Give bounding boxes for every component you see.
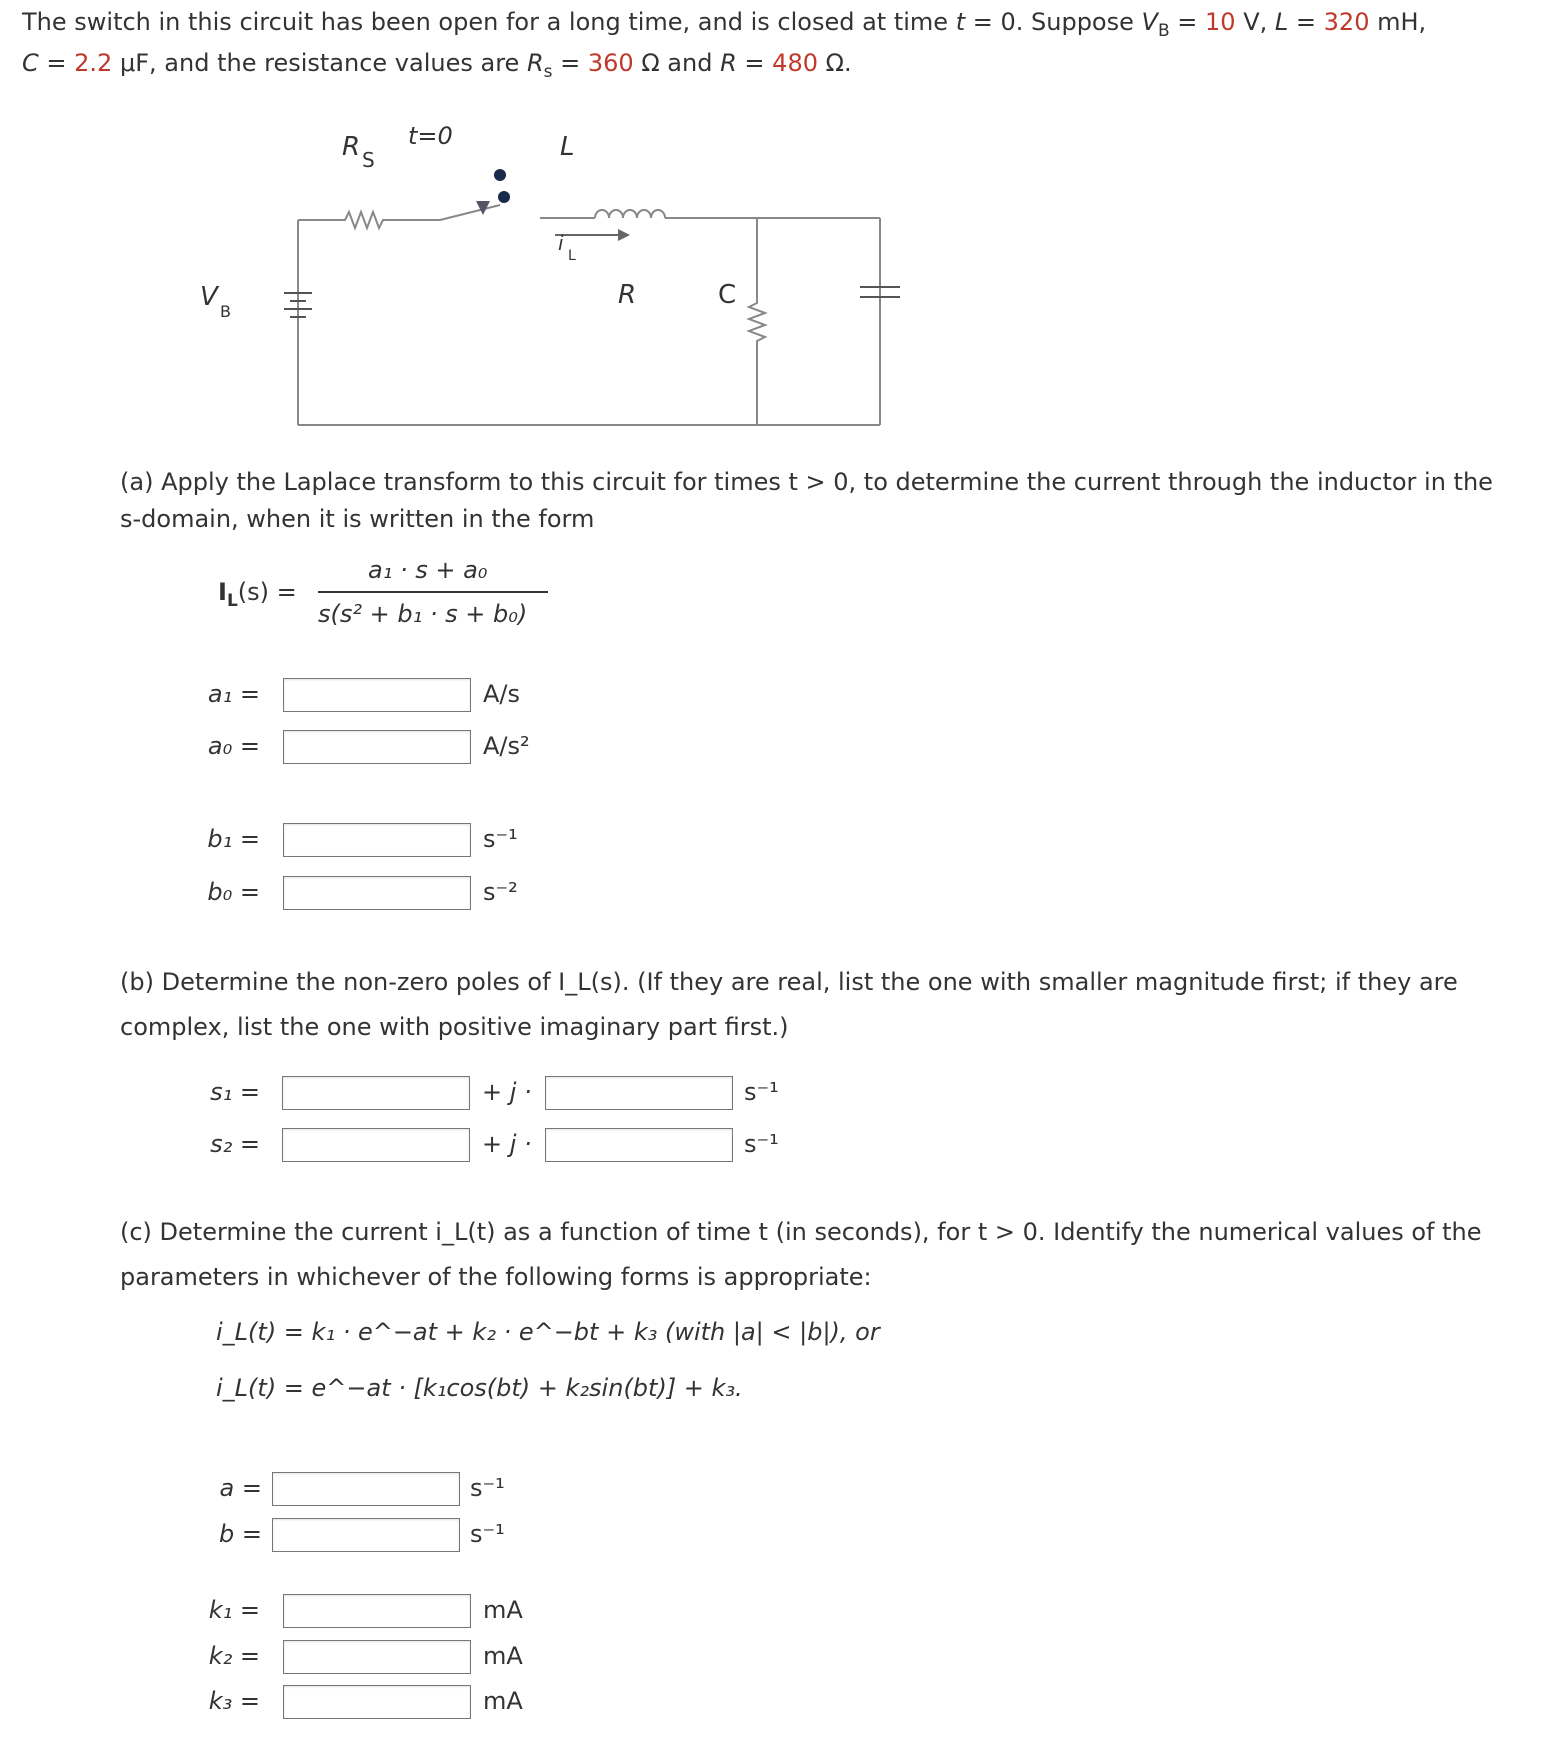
field-a1-input[interactable] [283,678,471,712]
r-label: R [618,280,637,310]
field-a0-unit: A/s² [483,732,530,760]
part-b-text-1: (b) Determine the non-zero poles of I_L(s). (If they are real, list the one with smaller magnitude first; if they are [120,968,1458,996]
switch-time-label: t=0 [408,125,453,150]
field-s2-imag-input[interactable] [545,1128,733,1162]
resistor-r [749,295,765,425]
field-a-unit: s⁻¹ [470,1474,505,1502]
intro-line-2: C = 2.2 μF, and the resistance values are $R_s = 360$ Ω and R = 480 Ω. [22,49,852,82]
intro-line-1: The switch in this circuit has been open for a long time, and is closed at time t = 0. Suppose $V_B = 10$ V, L = 320 mH, [22,8,1427,41]
part-c-text-2: parameters in whichever of the following forms is appropriate: [120,1263,872,1291]
field-s1-label: s₁ = [210,1078,260,1106]
part-a-text-2: s-domain, when it is written in the form [120,505,595,533]
field-a0-label: a₀ = [207,732,260,760]
field-b0-unit: s⁻² [483,878,518,906]
r-value: 480 [772,49,818,77]
field-b0-input[interactable] [283,876,471,910]
field-a0-input[interactable] [283,730,471,764]
field-s1-imag-input[interactable] [545,1076,733,1110]
l-label: L [560,132,575,162]
c-value: 2.2 [74,49,113,77]
field-s2-join: + j · [482,1130,532,1158]
inductor-l [595,210,665,218]
field-s2-unit: s⁻¹ [744,1130,779,1158]
field-k2-unit: mA [483,1642,523,1670]
l-value: 320 [1323,8,1370,36]
field-a-label: a = [219,1474,262,1502]
field-b0-label: b₀ = [207,878,260,906]
il-s-lhs: $I_L(s)$ = [218,578,297,611]
vb-value: 10 [1205,8,1236,36]
field-s1-join: + j · [482,1078,532,1106]
field-k3-unit: mA [483,1687,523,1715]
field-b1-label: b₁ = [207,825,260,853]
field-k3-label: k₃ = [208,1687,260,1715]
part-b-text-2: complex, list the one with positive imaginary part first.) [120,1013,789,1041]
il-label: i [558,231,564,255]
circuit-diagram [200,125,1100,455]
field-s1-real-input[interactable] [282,1076,470,1110]
field-a1-unit: A/s [483,680,521,708]
field-b-label: b = [219,1520,262,1548]
part-a-text-1: (a) Apply the Laplace transform to this circuit for times t > 0, to determine the current through the inductor in the [120,468,1493,496]
field-k1-label: k₁ = [208,1596,260,1624]
field-a-input[interactable] [272,1472,460,1506]
field-k2-label: k₂ = [208,1642,260,1670]
field-s2-real-input[interactable] [282,1128,470,1162]
form-2-equation: i_L(t) = e^−at · [k₁cos(bt) + k₂sin(bt)] + k₃. [216,1374,743,1402]
field-b-unit: s⁻¹ [470,1520,505,1548]
form-1-equation: i_L(t) = k₁ · e^−at + k₂ · e^−bt + k₃ (with |a| < |b|), or [216,1318,880,1346]
formula-denominator: s(s² + b₁ · s + b₀) [318,600,528,628]
switch-arm [440,205,500,220]
switch-contact-mid [498,191,510,203]
field-s1-unit: s⁻¹ [744,1078,779,1106]
field-k1-input[interactable] [283,1594,471,1628]
field-k2-input[interactable] [283,1640,471,1674]
formula-fraction-bar [318,591,548,593]
rs-sub-label: S [362,148,375,172]
field-a1-label: a₁ = [207,680,260,708]
part-c-text-1: (c) Determine the current i_L(t) as a function of time t (in seconds), for t > 0. Identify the numerical values of the [120,1218,1482,1246]
formula-numerator: a₁ · s + a₀ [368,556,488,584]
field-k1-unit: mA [483,1596,523,1624]
current-arrow-icon [618,229,630,241]
il-sub-label: L [568,248,576,264]
field-b-input[interactable] [272,1518,460,1552]
switch-contact-top [494,169,506,181]
field-b1-input[interactable] [283,823,471,857]
field-s2-label: s₂ = [210,1130,260,1158]
rs-value: 360 [587,49,634,77]
resistor-rs [340,212,440,228]
field-k3-input[interactable] [283,1685,471,1719]
c-label: C [718,280,737,310]
vb-sub-label: B [220,302,231,321]
vb-label: V [200,282,218,312]
rs-label: R [342,132,361,162]
field-b1-unit: s⁻¹ [483,825,518,853]
